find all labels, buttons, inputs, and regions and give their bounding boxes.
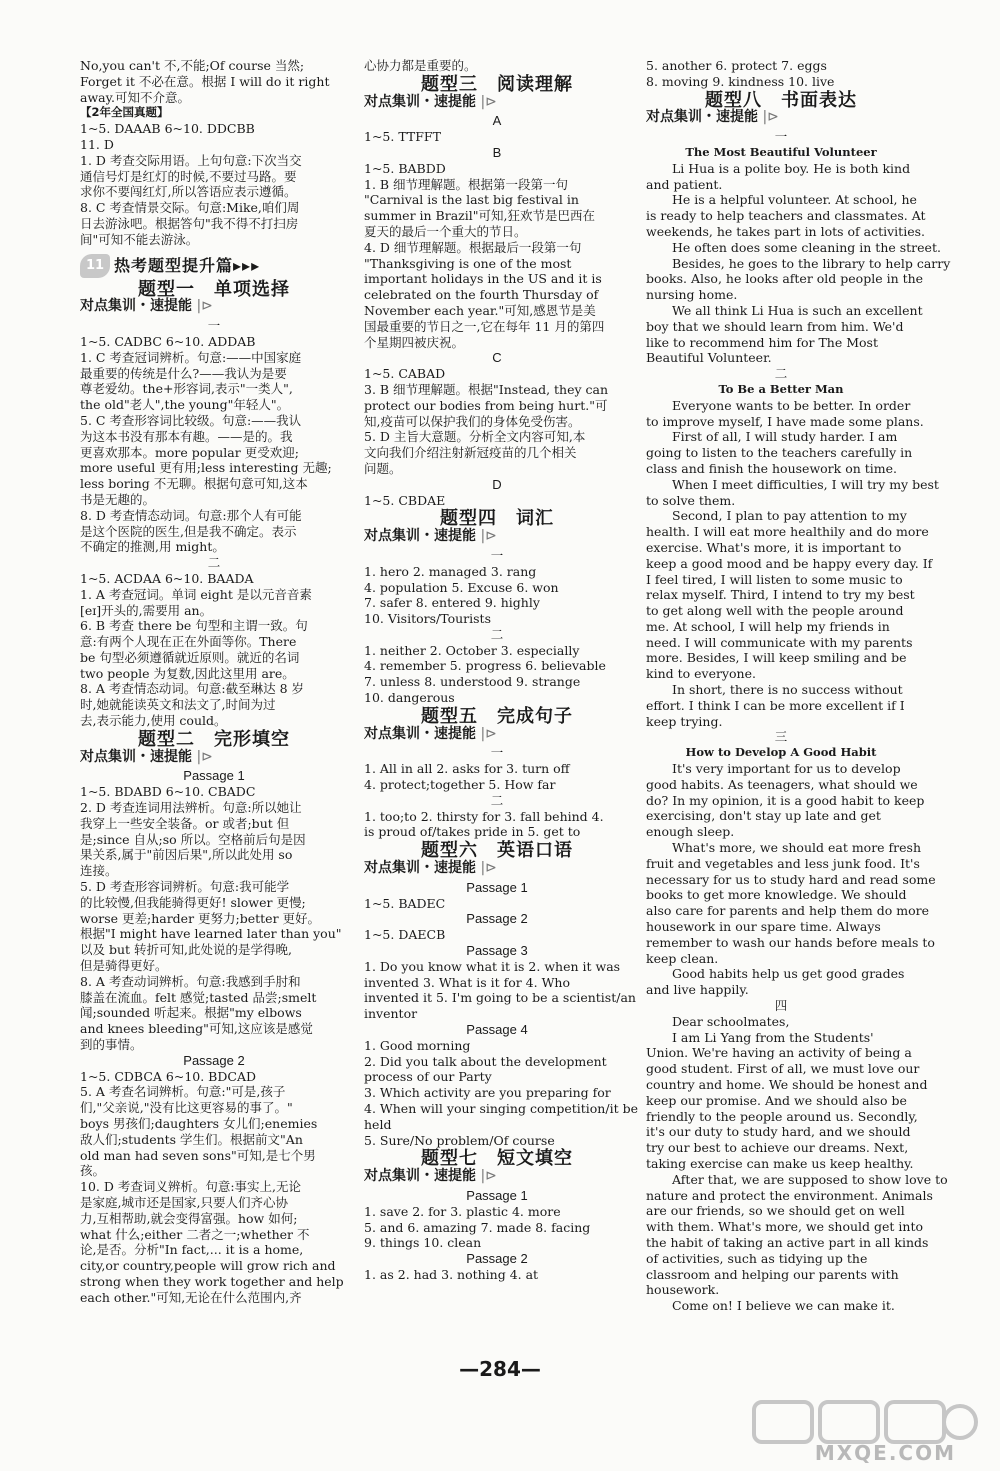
- essay-line: and patient.: [646, 176, 723, 192]
- essay-line: First of all, I will study harder. I am: [672, 429, 898, 445]
- answer-explanation-line: important holidays in the US and it is: [364, 271, 602, 287]
- answer-explanation-line: 8. C 考查情景交际。句意:Mike,咱们周: [80, 200, 300, 216]
- essay-line: to improve myself, I have made some plans.: [646, 413, 924, 429]
- answer-line: 3. Which activity are you preparing for: [364, 1085, 611, 1101]
- essay-line: keep a good mood and be happy every day. If: [646, 555, 933, 571]
- answer-line: 8. moving 9. kindness 10. live: [646, 73, 835, 89]
- answer-explanation-line: 5. D 考查形容词辨析。句意:我可能学: [80, 879, 290, 895]
- arrow-icon: |⊳: [192, 298, 213, 315]
- answer-explanation-line: more useful 更有用;less interesting 无趣;: [80, 460, 332, 476]
- section-subtitle: 对点集训・速提能 |⊳: [364, 860, 497, 877]
- answer-explanation-line: 书是无趣的。: [80, 491, 156, 507]
- answer-key-line: 1~5. BDABD 6~10. CBADC: [80, 784, 256, 800]
- arrow-icon: |⊳: [476, 860, 497, 877]
- part-label: B: [492, 144, 502, 160]
- essay-line: keep clean.: [646, 950, 719, 966]
- answer-line: 2. Did you talk about the development: [364, 1053, 607, 1069]
- answer-explanation-line: 8. A 考查情态动词。句意:截至琳达 8 岁: [80, 681, 305, 697]
- essay-line: good student. First of all, we must love our: [646, 1061, 920, 1077]
- arrow-icon: |⊳: [476, 93, 497, 110]
- part-label: D: [492, 476, 502, 492]
- answer-line: inventor: [364, 1006, 418, 1022]
- answer-line: 1. too;to 2. thirsty for 3. fall behind 4.: [364, 808, 604, 824]
- part-label: C: [492, 350, 502, 366]
- answer-explanation-line: celebrated on the fourth Thursday of: [364, 287, 599, 303]
- answer-explanation-line: 为这本书没有那本有趣。——是的。我: [80, 428, 293, 444]
- section-subtitle: 对点集训・速提能 |⊳: [80, 298, 213, 315]
- answer-line: Forget it 不必在意。根据 I will do it right: [80, 73, 330, 89]
- essay-line: Beautiful Volunteer.: [646, 350, 772, 366]
- essay-line: Good habits help us get good grades: [672, 966, 905, 982]
- passage-label: Passage 3: [466, 943, 528, 959]
- essay-line: need. I will communicate with my parents: [646, 634, 913, 650]
- essay-line: Dear schoolmates,: [672, 1013, 790, 1029]
- essay-title: To Be a Better Man: [718, 381, 844, 396]
- part-number: 一: [774, 129, 788, 145]
- answer-line: 7. unless 8. understood 9. strange: [364, 674, 581, 690]
- essay-title: How to Develop A Good Habit: [685, 745, 877, 760]
- essay-line: Second, I plan to pay attention to my: [672, 508, 907, 524]
- essay-line: exercising, don't stay up late and get: [646, 808, 881, 824]
- answer-line: held: [364, 1116, 392, 1132]
- answer-line: 4. protect;together 5. How far: [364, 777, 556, 793]
- answer-key-line: 11. D: [80, 136, 114, 152]
- essay-line: boy that we should learn from him. We'd: [646, 318, 904, 334]
- answer-explanation-line: 以及 but 转折可知,此处说的是学得晚,: [80, 942, 292, 958]
- essay-line: Come on! I believe we can make it.: [672, 1298, 895, 1314]
- answer-line: 9. things 10. clean: [364, 1235, 482, 1251]
- answer-key-line: 1~5. CDBCA 6~10. BDCAD: [80, 1068, 256, 1084]
- answer-line: 4. remember 5. progress 6. believable: [364, 658, 606, 674]
- essay-line: going to listen to the teachers carefully in: [646, 445, 913, 461]
- answer-explanation-line: 文向我们介绍注射新冠疫苗的几个相关: [364, 445, 577, 461]
- section-heading: 题型七 短文填空: [421, 1148, 573, 1170]
- answer-explanation-line: 不确定的推测,用 might。: [80, 539, 225, 555]
- section-subtitle: 对点集训・速提能 |⊳: [364, 1168, 497, 1185]
- part-number: 一: [207, 318, 221, 334]
- answer-explanation-line: 到的事情。: [80, 1037, 143, 1053]
- essay-line: is ready to help teachers and classmates. At: [646, 208, 926, 224]
- section-tag: 【2年全国真题】: [80, 105, 169, 120]
- answer-explanation-line: November each year."可知,感恩节是美: [364, 302, 596, 318]
- passage-label: Passage 1: [466, 879, 528, 895]
- answer-explanation-line: "Carnival is the last big festival in: [364, 192, 579, 208]
- answer-line: 5. and 6. amazing 7. made 8. facing: [364, 1219, 591, 1235]
- answer-explanation-line: 1. A 考查冠词。单词 eight 是以元音音素: [80, 586, 312, 602]
- column-3: [646, 58, 951, 1333]
- section-heading: 题型二 完形填空: [138, 728, 290, 750]
- answer-explanation-line: 最重要的传统是什么?——我认为是要: [80, 365, 287, 381]
- essay-line: try our best to achieve our dreams. Next,: [646, 1140, 909, 1156]
- answer-line: 7. safer 8. entered 9. highly: [364, 595, 540, 611]
- passage-label: Passage 1: [183, 768, 245, 784]
- essay-line: good habits. As teenagers, what should we: [646, 776, 918, 792]
- answer-explanation-line: each other."可知,无论在什么范围内,齐: [80, 1289, 302, 1305]
- essay-line: What's more, we should eat more fresh: [672, 840, 922, 856]
- answer-explanation-line: 夏天的最后一个重大的节日。: [364, 223, 527, 239]
- answer-explanation-line: the old"老人",the young"年轻人"。: [80, 397, 290, 413]
- part-number: 三: [774, 729, 788, 745]
- passage-label: Passage 4: [466, 1022, 528, 1038]
- answer-explanation-line: 膝盖在流血。felt 感觉;tasted 品尝;smelt: [80, 989, 317, 1005]
- answer-explanation-line: 意:有两个人现在正在外面等你。There: [80, 634, 297, 650]
- answer-line: invented it 5. I'm going to be a scientist/an: [364, 990, 636, 1006]
- section-heading: 题型五 完成句子: [421, 705, 573, 727]
- arrow-icon: |⊳: [476, 1168, 497, 1185]
- answer-explanation-line: 1. D 考查交际用语。上句句意:下次当交: [80, 152, 302, 168]
- answer-explanation-line: 5. C 考查形容词比较级。句意:——我认: [80, 412, 302, 428]
- answer-key-line: 1~5. CADBC 6~10. ADDAB: [80, 333, 256, 349]
- answer-explanation-line: 尊老爱幼。the+形容词,表示"一类人",: [80, 381, 293, 397]
- essay-line: exercise. What's more, it is important to: [646, 539, 902, 555]
- answer-explanation-line: 日去游泳吧。根据答句"我不得不打扫房: [80, 215, 299, 231]
- essay-line: In short, there is no success without: [672, 682, 903, 698]
- essay-line: Li Hua is a polite boy. He is both kind: [672, 160, 911, 176]
- answer-explanation-line: 6. B 考查 there be 句型和主谓一致。句: [80, 618, 308, 634]
- part-label: A: [492, 113, 502, 129]
- answer-explanation-line: city,or country,people will grow rich and: [80, 1258, 336, 1274]
- answer-explanation-line: 求你不要闯红灯,所以答语应表示遵循。: [80, 184, 297, 200]
- essay-line: classroom and helping our parents with: [646, 1266, 899, 1282]
- watermark-text: MXQE.COM: [814, 1441, 956, 1465]
- part-number: 二: [490, 626, 504, 642]
- answer-explanation-line: 们,"父亲说,"没有比这更容易的事了。": [80, 1100, 293, 1116]
- essay-line: taking exercise can make us keep healthy.: [646, 1155, 914, 1171]
- answer-explanation-line: 论,是否。分析"In fact,... it is a home,: [80, 1242, 304, 1258]
- arrow-icon: |⊳: [476, 528, 497, 545]
- answer-explanation-line: 国最重要的节日之一,它在每年 11 月的第四: [364, 318, 605, 334]
- answer-explanation-line: 我穿上一些安全装备。or 或者;but 但: [80, 815, 290, 831]
- essay-line: remember to wash our hands before meals to: [646, 934, 935, 950]
- essay-line: Besides, he goes to the library to help carry: [672, 255, 951, 271]
- answer-key-line: 1~5. CABAD: [364, 366, 446, 382]
- essay-line: more. Besides, I will keep smiling and be: [646, 650, 907, 666]
- part-number: 二: [490, 792, 504, 808]
- answer-explanation-line: less boring 不无聊。根据句意可知,这本: [80, 476, 308, 492]
- answer-explanation-line: 果关系,属于"前因后果",所以此处用 so: [80, 847, 293, 863]
- answer-explanation-line: 敌人们;students 学生们。根据前文"An: [80, 1131, 303, 1147]
- answer-explanation-line: boys 男孩们;daughters 女儿们;enemies: [80, 1116, 318, 1131]
- answer-explanation-line: strong when they work together and help: [80, 1273, 344, 1289]
- answer-explanation-line: summer in Brazil"可知,狂欢节是巴西在: [364, 208, 595, 224]
- arrow-icon: |⊳: [476, 725, 497, 742]
- answer-line: 1. All in all 2. asks for 3. turn off: [364, 761, 570, 777]
- answer-line: 1. as 2. had 3. nothing 4. at: [364, 1266, 539, 1282]
- part-number: 二: [774, 366, 788, 382]
- section-heading: 题型三 阅读理解: [421, 73, 573, 95]
- essay-line: effort. I think I can be more excellent if I: [646, 697, 905, 713]
- answer-line: 10. Visitors/Tourists: [364, 611, 491, 627]
- answer-explanation-line: "Thanksgiving is one of the most: [364, 255, 572, 271]
- answer-explanation-line: 问题。: [364, 460, 402, 476]
- arrow-icon: |⊳: [758, 109, 779, 126]
- answer-line: 5. Sure/No problem/Of course: [364, 1132, 555, 1148]
- essay-line: I am Li Yang from the Students': [672, 1029, 874, 1045]
- answer-line: 1. save 2. for 3. plastic 4. more: [364, 1203, 561, 1219]
- answer-explanation-line: protect our bodies from being hurt."可: [364, 397, 608, 413]
- essay-line: country and home. We should be honest and: [646, 1077, 928, 1092]
- essay-line: housework in our spare time. Always: [646, 919, 881, 935]
- essay-line: also care for parents and help them do more: [646, 903, 930, 919]
- essay-line: It's very important for us to develop: [672, 761, 901, 777]
- answer-explanation-line: old man had seven sons"可知,是七个男: [80, 1147, 316, 1163]
- answer-explanation-line: 知,疫苗可以保护我们的身体免受伤害。: [364, 413, 581, 429]
- answer-line: 4. When will your singing competition/it be: [364, 1101, 638, 1116]
- answer-explanation-line: 10. D 考查词义辨析。句意:事实上,无论: [80, 1179, 302, 1195]
- answer-explanation-line: worse 更差;harder 更努力;better 更好。: [80, 910, 321, 926]
- answer-explanation-line: 是家庭,城市还是国家,只要人们齐心协: [80, 1194, 288, 1210]
- banner-badge-icon: 11: [80, 254, 110, 278]
- answer-explanation-line: 间"可知不能去游泳。: [80, 231, 199, 247]
- answer-line: 1. neither 2. October 3. especially: [364, 642, 580, 658]
- essay-title: The Most Beautiful Volunteer: [685, 144, 877, 159]
- answer-line: 1. hero 2. managed 3. rang: [364, 563, 537, 579]
- answer-line: 4. population 5. Excuse 6. won: [364, 579, 559, 595]
- essay-line: When I meet difficulties, I will try my best: [672, 476, 939, 492]
- part-number: 二: [207, 555, 221, 571]
- essay-line: and live happily.: [646, 982, 749, 998]
- answer-explanation-line: 1. B 细节理解题。根据第一段第一句: [364, 176, 569, 192]
- section-subtitle: 对点集训・速提能 |⊳: [364, 528, 497, 545]
- answer-explanation-line: 孩。: [80, 1163, 106, 1179]
- answer-line: 10. dangerous: [364, 690, 455, 706]
- answer-explanation-line: 4. D 细节理解题。根据最后一段第一句: [364, 239, 582, 255]
- essay-line: We all think Li Hua is such an excellent: [672, 302, 923, 318]
- section-heading: 题型六 英语口语: [421, 840, 573, 862]
- passage-label: Passage 2: [183, 1052, 245, 1068]
- essay-line: friendly to the people around us. Secondly,: [646, 1108, 918, 1124]
- part-number: 一: [490, 547, 504, 563]
- essay-line: with them. What's more, we should get into: [646, 1219, 923, 1235]
- answer-line: 1. Do you know what it is 2. when it was: [364, 958, 621, 974]
- passage-label: Passage 1: [466, 1187, 528, 1203]
- section-heading: 题型四 词汇: [440, 508, 554, 530]
- answer-explanation-line: 2. D 考查连词用法辨析。句意:所以她让: [80, 800, 302, 816]
- answer-key-line: 1~5. BABDD: [364, 160, 446, 176]
- arrow-icon: |⊳: [192, 748, 213, 765]
- banner-title: 热考题型提升篇▸▸▸: [114, 255, 261, 275]
- part-number: 四: [774, 998, 788, 1014]
- essay-line: enough sleep.: [646, 824, 735, 840]
- essay-line: He is a helpful volunteer. At school, he: [672, 192, 917, 208]
- answer-explanation-line: 8. D 考查情态动词。句意:那个人有可能: [80, 507, 302, 523]
- answer-key-line: 1~5. DAECB: [364, 927, 446, 943]
- answer-explanation-line: 时,她就能读英文和法文了,时间为过: [80, 697, 276, 713]
- answer-explanation-line: 是这个医院的医生,但是我不确定。表示: [80, 523, 297, 539]
- essay-line: weekends, he takes part in lots of activities.: [646, 223, 925, 239]
- essay-line: do? In my opinion, it is a good habit to keep: [646, 792, 925, 808]
- answer-explanation-line: 5. A 考查名词辨析。句意:"可是,孩子: [80, 1084, 286, 1100]
- essay-line: kind to everyone.: [646, 666, 756, 682]
- answer-explanation-line: 但是骑得更好。: [80, 958, 168, 974]
- passage-label: Passage 2: [466, 911, 528, 927]
- essay-line: books. Also, he looks after old people in the: [646, 271, 924, 287]
- answer-explanation-line: 3. B 细节理解题。根据"Instead, they can: [364, 381, 609, 397]
- essay-line: After that, we are supposed to show love to: [672, 1171, 948, 1187]
- essay-line: to get along well with the people around: [646, 603, 904, 619]
- answer-line: 5. another 6. protect 7. eggs: [646, 58, 827, 73]
- column-1: [80, 58, 348, 1333]
- answer-explanation-line: 更喜欢那本。more popular 更受欢迎;: [80, 444, 299, 460]
- section-heading: 题型一 单项选择: [138, 278, 290, 300]
- answer-line: process of our Party: [364, 1069, 492, 1085]
- answer-explanation-line: 根据"I might have learned later than you": [80, 926, 342, 942]
- answer-line: 1. Good morning: [364, 1037, 471, 1053]
- essay-line: books to get more knowledge. We should: [646, 887, 907, 903]
- section-banner: [80, 254, 348, 278]
- essay-line: of activities, such as tidying up the: [646, 1250, 868, 1266]
- essay-line: keep trying.: [646, 713, 723, 729]
- section-subtitle: 对点集训・速提能 |⊳: [364, 93, 497, 110]
- essay-line: like to recommend him for The Most: [646, 334, 878, 350]
- passage-label: Passage 2: [466, 1251, 528, 1267]
- answer-explanation-line: what 什么;either 二者之一;whether 不: [80, 1226, 310, 1242]
- essay-line: class and finish the housework on time.: [646, 460, 897, 476]
- essay-line: health. I will eat more healthily and do more: [646, 524, 929, 540]
- essay-line: the habit of taking an active part in all kinds: [646, 1234, 929, 1250]
- answer-key-line: 1~5. TTFFT: [364, 129, 441, 145]
- essay-line: nature and protect the environment. Animals: [646, 1187, 933, 1203]
- essay-line: fruit and vegetables and less junk food. It's: [646, 855, 920, 871]
- answer-line: No,you can't 不,不能;Of course 当然;: [80, 58, 305, 73]
- page-number: —284—: [459, 1357, 541, 1381]
- answer-line: 心协力都是重要的。: [364, 58, 477, 73]
- answer-line: is proud of/takes pride in 5. get to: [364, 824, 581, 840]
- essay-line: Union. We're having an activity of being a: [646, 1045, 912, 1061]
- section-heading: 题型八 书面表达: [705, 89, 857, 111]
- essay-line: it's our duty to study hard, and we should: [646, 1124, 911, 1140]
- essay-line: relax myself. Third, I intend to try my best: [646, 587, 915, 603]
- answer-explanation-line: two people 为复数,因此这里用 are。: [80, 665, 295, 681]
- section-subtitle: 对点集训・速提能 |⊳: [364, 725, 497, 742]
- answer-explanation-line: 力,互相帮助,就会变得富强。how 如何;: [80, 1210, 298, 1226]
- answer-explanation-line: [eɪ]开头的,需要用 an。: [80, 602, 213, 618]
- answer-key-line: 1~5. ACDAA 6~10. BAADA: [80, 570, 254, 586]
- answer-explanation-line: 个星期四被庆祝。: [364, 334, 465, 350]
- answer-explanation-line: be 句型必须遵循就近原则。就近的名词: [80, 649, 300, 665]
- section-subtitle: 对点集训・速提能 |⊳: [646, 109, 779, 126]
- answer-explanation-line: 闻;sounded 听起来。根据"my elbows: [80, 1005, 302, 1021]
- essay-line: necessary for us to study hard and read some: [646, 871, 936, 887]
- essay-line: to solve them.: [646, 492, 736, 508]
- essay-line: keep our promise. And we should also be: [646, 1092, 907, 1108]
- answer-line: invented 3. What is it for 4. Who: [364, 974, 571, 990]
- answer-explanation-line: 的比较慢,但我能骑得更好! slower 更慢;: [80, 894, 306, 910]
- answer-key-line: 1~5. CBDAE: [364, 492, 446, 508]
- answer-explanation-line: 5. D 主旨大意题。分析全文内容可知,本: [364, 429, 586, 445]
- column-2: [364, 58, 638, 1333]
- answer-explanation-line: 连接。: [80, 863, 118, 879]
- answer-line: away.可知不介意。: [80, 89, 190, 105]
- answer-explanation-line: 1. C 考查冠词辨析。句意:——中国家庭: [80, 349, 302, 365]
- answer-explanation-line: 去,表示能力,使用 could。: [80, 713, 227, 729]
- essay-line: me. At school, I will help my friends in: [646, 618, 890, 634]
- essay-line: housework.: [646, 1282, 720, 1298]
- essay-line: I feel tired, I will listen to some music to: [646, 571, 903, 587]
- answer-key-line: 1~5. BADEC: [364, 895, 446, 911]
- answer-explanation-line: 是;since 自从;so 所以。空格前后句是因: [80, 831, 306, 847]
- answer-explanation-line: 通信号灯是红灯的时候,不要过马路。要: [80, 168, 297, 184]
- essay-line: He often does some cleaning in the street.: [672, 239, 941, 255]
- answer-key-line: 1~5. DAAAB 6~10. DDCBB: [80, 121, 255, 137]
- answer-explanation-line: and knees bleeding"可知,这应该是感觉: [80, 1021, 313, 1037]
- section-subtitle: 对点集训・速提能 |⊳: [80, 748, 213, 765]
- essay-line: nursing home.: [646, 287, 738, 303]
- part-number: 一: [490, 745, 504, 761]
- essay-line: Everyone wants to be better. In order: [672, 397, 911, 413]
- answer-explanation-line: 8. A 考查动词辨析。句意:我感到手肘和: [80, 973, 301, 989]
- essay-line: are our friends, so we should get on well: [646, 1203, 905, 1219]
